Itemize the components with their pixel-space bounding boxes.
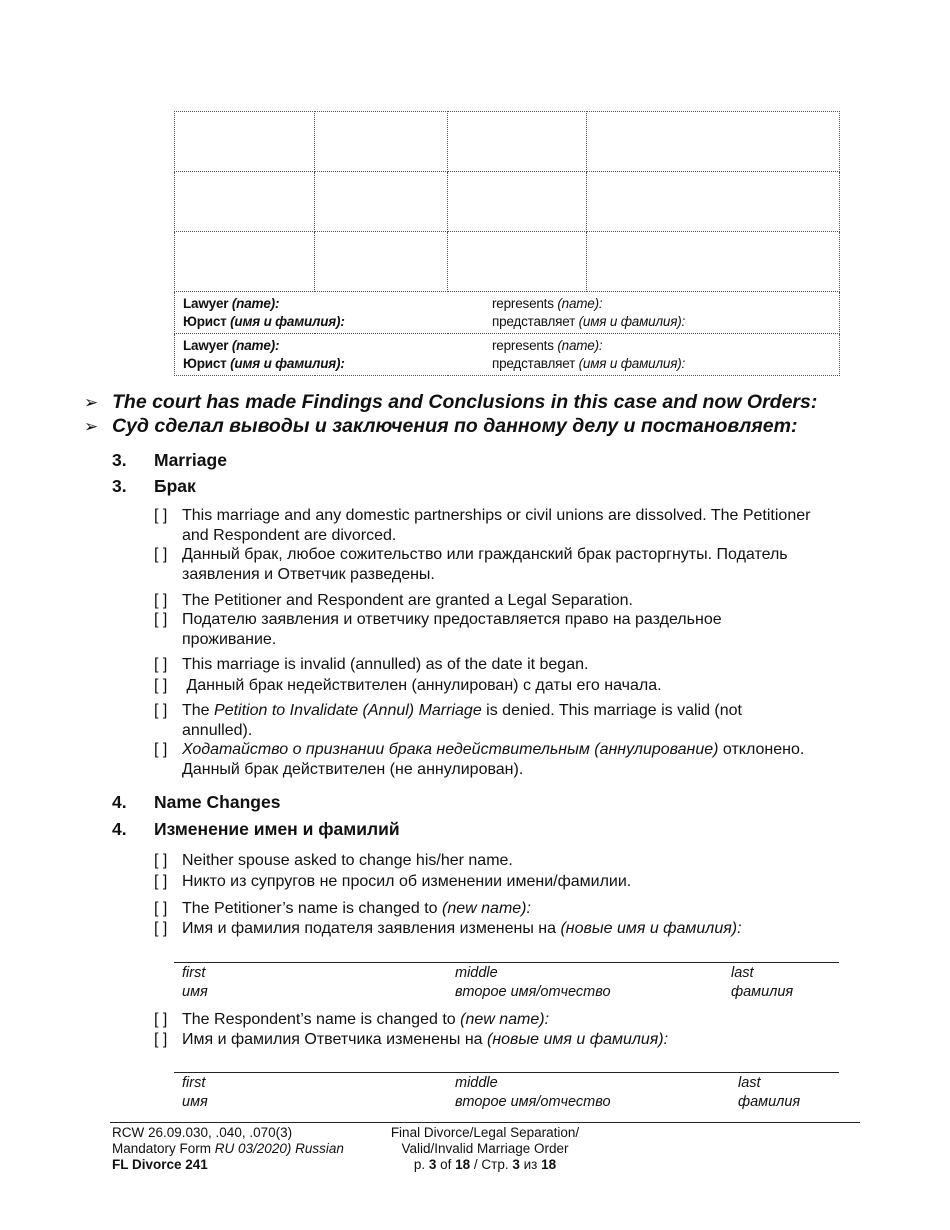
table-row bbox=[175, 232, 840, 292]
page-separator: / Стр. bbox=[470, 1157, 513, 1172]
option-text: This marriage is invalid (annulled) as of the date it began. bbox=[182, 656, 589, 673]
lawyer-label: Lawyer bbox=[183, 296, 232, 311]
page-total-ru: 18 bbox=[541, 1157, 557, 1172]
option-text bbox=[182, 899, 814, 919]
option-text: The Petitioner and Respondent are granted a Legal Separation. bbox=[182, 592, 633, 609]
checkbox[interactable]: [ ] bbox=[154, 507, 168, 524]
table-cell[interactable] bbox=[175, 112, 315, 172]
lawyer-cell[interactable] bbox=[175, 292, 840, 334]
represents-label-ru: представляет bbox=[492, 314, 579, 329]
option-petition-denied bbox=[154, 701, 814, 741]
option-text: Neither spouse asked to change his/her name. bbox=[182, 852, 513, 869]
label-ru: фамилия bbox=[731, 984, 794, 1000]
section-title-ru: Изменение имен и фамилий bbox=[154, 819, 400, 839]
page-prefix: p. bbox=[413, 1157, 429, 1172]
lawyer-table bbox=[174, 111, 839, 376]
orders-heading-text: The court has made Findings and Conclusions in this case and now Orders: bbox=[112, 391, 818, 413]
section-title: Marriage bbox=[154, 450, 227, 470]
orders-heading-ru bbox=[84, 415, 797, 438]
option-no-name-change bbox=[154, 851, 814, 871]
option-text bbox=[182, 1010, 814, 1030]
page-of-ru: из bbox=[519, 1157, 542, 1172]
option-text bbox=[182, 701, 814, 741]
option-dissolved-ru bbox=[154, 545, 814, 585]
option-text-ru: Никто из супругов не просил об изменении имени/фамилии. bbox=[182, 873, 632, 890]
option-legal-separation bbox=[154, 591, 814, 611]
arrow-bullet-icon: ➢ bbox=[84, 393, 99, 412]
table-cell[interactable] bbox=[587, 172, 840, 232]
table-cell[interactable] bbox=[315, 112, 448, 172]
section-number: 3. bbox=[112, 450, 127, 470]
checkbox[interactable]: [ ] bbox=[154, 611, 168, 628]
middle-name-label bbox=[455, 1074, 611, 1112]
represents-name-hint-ru: (имя и фамилия): bbox=[578, 314, 686, 329]
option-text-ru bbox=[182, 740, 814, 780]
lawyer-row bbox=[175, 292, 840, 334]
form-id-text: FL Divorce 241 bbox=[112, 1157, 208, 1172]
respondent-name-field[interactable] bbox=[174, 1072, 839, 1073]
page-current: 3 bbox=[428, 1157, 437, 1172]
label-ru: фамилия bbox=[738, 1094, 801, 1110]
represents-name-hint: (name): bbox=[557, 338, 603, 353]
label-en: middle bbox=[455, 1075, 498, 1091]
lawyer-label-ru: Юрист bbox=[183, 314, 231, 329]
option-text-ru: Данный брак недействителен (аннулирован) с даты его начала. bbox=[182, 677, 662, 694]
option-text-ru bbox=[182, 919, 814, 939]
last-name-label bbox=[738, 1074, 800, 1112]
mandatory-label: Mandatory Form bbox=[112, 1141, 215, 1156]
table-cell[interactable] bbox=[448, 112, 587, 172]
checkbox[interactable]: [ ] bbox=[154, 852, 168, 869]
lawyer-row bbox=[175, 334, 840, 376]
lawyer-name-hint-ru: (имя и фамилия): bbox=[230, 314, 345, 329]
label-en: middle bbox=[455, 965, 498, 981]
option-respondent-name bbox=[154, 1010, 814, 1030]
table-cell[interactable] bbox=[448, 232, 587, 292]
option-text: This marriage and any domestic partnerships or civil unions are dissolved. The Petitioner and Respondent are divorced. bbox=[182, 507, 811, 544]
option-text-pre: The Respondent’s name is changed to bbox=[182, 1011, 461, 1028]
checkbox[interactable]: [ ] bbox=[154, 677, 168, 694]
page-number bbox=[370, 1157, 600, 1173]
table-row bbox=[175, 172, 840, 232]
page-total: 18 bbox=[455, 1157, 471, 1172]
lawyer-name-hint: (name): bbox=[231, 296, 280, 311]
form-id bbox=[112, 1157, 344, 1173]
table-cell[interactable] bbox=[315, 172, 448, 232]
footer-divider bbox=[110, 1122, 860, 1123]
table-cell[interactable] bbox=[587, 232, 840, 292]
table-cell[interactable] bbox=[587, 112, 840, 172]
section-number-ru: 4. bbox=[112, 819, 127, 839]
label-en: last bbox=[731, 965, 754, 981]
lawyer-label: Lawyer bbox=[183, 338, 232, 353]
option-petitioner-name bbox=[154, 899, 814, 919]
checkbox[interactable]: [ ] bbox=[154, 873, 168, 890]
option-text-pre: The bbox=[182, 702, 215, 719]
petition-title-ru: Ходатайство о признании брака недействительным (аннулирование) bbox=[182, 741, 719, 758]
first-name-label bbox=[182, 1074, 208, 1112]
page-current-ru: 3 bbox=[512, 1157, 520, 1172]
rcw-citation: RCW 26.09.030, .040, .070(3) bbox=[112, 1125, 293, 1140]
represents-name-hint: (name): bbox=[557, 296, 603, 311]
option-petition-denied-ru bbox=[154, 740, 814, 780]
label-ru: второе имя/отчество bbox=[455, 984, 611, 1000]
checkbox[interactable]: [ ] bbox=[154, 920, 168, 937]
new-name-hint: (new name): bbox=[442, 900, 531, 917]
represents-label: represents bbox=[492, 296, 558, 311]
first-name-label bbox=[182, 964, 208, 1002]
form-title-line2: Valid/Invalid Marriage Order bbox=[401, 1141, 569, 1156]
footer-left bbox=[112, 1125, 344, 1173]
page-of: of bbox=[436, 1157, 456, 1172]
orders-heading-text-ru: Суд сделал выводы и заключения по данному делу и постановляет: bbox=[112, 415, 798, 437]
checkbox[interactable]: [ ] bbox=[154, 900, 168, 917]
middle-name-label bbox=[455, 964, 611, 1002]
label-en: first bbox=[182, 1075, 206, 1091]
option-invalid-ru bbox=[154, 676, 814, 696]
lawyer-cell[interactable] bbox=[175, 334, 840, 376]
label-ru: имя bbox=[182, 984, 208, 1000]
last-name-label bbox=[731, 964, 793, 1002]
option-respondent-name-ru bbox=[154, 1030, 814, 1050]
lawyer-name-hint-ru: (имя и фамилия): bbox=[230, 356, 345, 371]
new-name-hint-ru: (новые имя и фамилия): bbox=[560, 920, 742, 937]
represents-label: represents bbox=[492, 338, 558, 353]
table-cell[interactable] bbox=[315, 232, 448, 292]
section-title: Name Changes bbox=[154, 792, 281, 812]
checkbox[interactable]: [ ] bbox=[154, 741, 168, 758]
table-cell[interactable] bbox=[175, 232, 315, 292]
checkbox[interactable]: [ ] bbox=[154, 1031, 168, 1048]
option-text-ru: Подателю заявления и ответчику предоставляется право на раздельное проживание. bbox=[182, 611, 722, 648]
option-no-name-change-ru bbox=[154, 872, 814, 892]
option-legal-separation-ru bbox=[154, 610, 814, 650]
orders-heading-en bbox=[84, 391, 817, 414]
table-row bbox=[175, 112, 840, 172]
new-name-hint: (new name): bbox=[460, 1011, 550, 1028]
label-ru: имя bbox=[182, 1094, 208, 1110]
section-number: 4. bbox=[112, 792, 127, 812]
lawyer-name-hint: (name): bbox=[231, 338, 280, 353]
option-text-pre: The Petitioner’s name is changed to bbox=[182, 900, 443, 917]
option-invalid bbox=[154, 655, 814, 675]
option-text-post-ru: отклонено. Данный брак действителен (не аннулирован). bbox=[182, 741, 805, 778]
option-text-pre-ru: Имя и фамилия Ответчика изменены на bbox=[182, 1031, 487, 1048]
checkbox[interactable]: [ ] bbox=[154, 546, 168, 563]
petitioner-name-field[interactable] bbox=[174, 962, 839, 963]
form-version: RU 03/2020) Russian bbox=[214, 1141, 344, 1156]
checkbox[interactable]: [ ] bbox=[154, 1011, 168, 1028]
option-text-ru bbox=[182, 1030, 814, 1050]
checkbox[interactable]: [ ] bbox=[154, 592, 168, 609]
option-text-ru: Данный брак, любое сожительство или гражданский брак расторгнуты. Податель заявления и Ответчик разведены. bbox=[182, 546, 788, 583]
option-text-post: is denied. This marriage is valid (not annulled). bbox=[182, 702, 742, 739]
table-cell[interactable] bbox=[448, 172, 587, 232]
lawyer-label-ru: Юрист bbox=[183, 356, 231, 371]
checkbox[interactable]: [ ] bbox=[154, 702, 168, 719]
arrow-bullet-icon: ➢ bbox=[84, 417, 99, 436]
form-title-line1: Final Divorce/Legal Separation/ bbox=[390, 1125, 580, 1140]
label-en: last bbox=[738, 1075, 761, 1091]
represents-name-hint-ru: (имя и фамилия): bbox=[578, 356, 686, 371]
new-name-hint-ru: (новые имя и фамилия): bbox=[487, 1031, 669, 1048]
label-ru: второе имя/отчество bbox=[455, 1094, 611, 1110]
option-dissolved bbox=[154, 506, 814, 546]
footer-center bbox=[370, 1125, 600, 1173]
option-petitioner-name-ru bbox=[154, 919, 814, 939]
section-title-ru: Брак bbox=[154, 476, 196, 496]
represents-label-ru: представляет bbox=[492, 356, 579, 371]
section-number-ru: 3. bbox=[112, 476, 127, 496]
mandatory-form bbox=[112, 1141, 344, 1157]
table-cell[interactable] bbox=[175, 172, 315, 232]
checkbox[interactable]: [ ] bbox=[154, 656, 168, 673]
option-text-pre-ru: Имя и фамилия подателя заявления изменены на bbox=[182, 920, 561, 937]
petition-title: Petition to Invalidate (Annul) Marriage bbox=[214, 702, 482, 719]
label-en: first bbox=[182, 965, 206, 981]
